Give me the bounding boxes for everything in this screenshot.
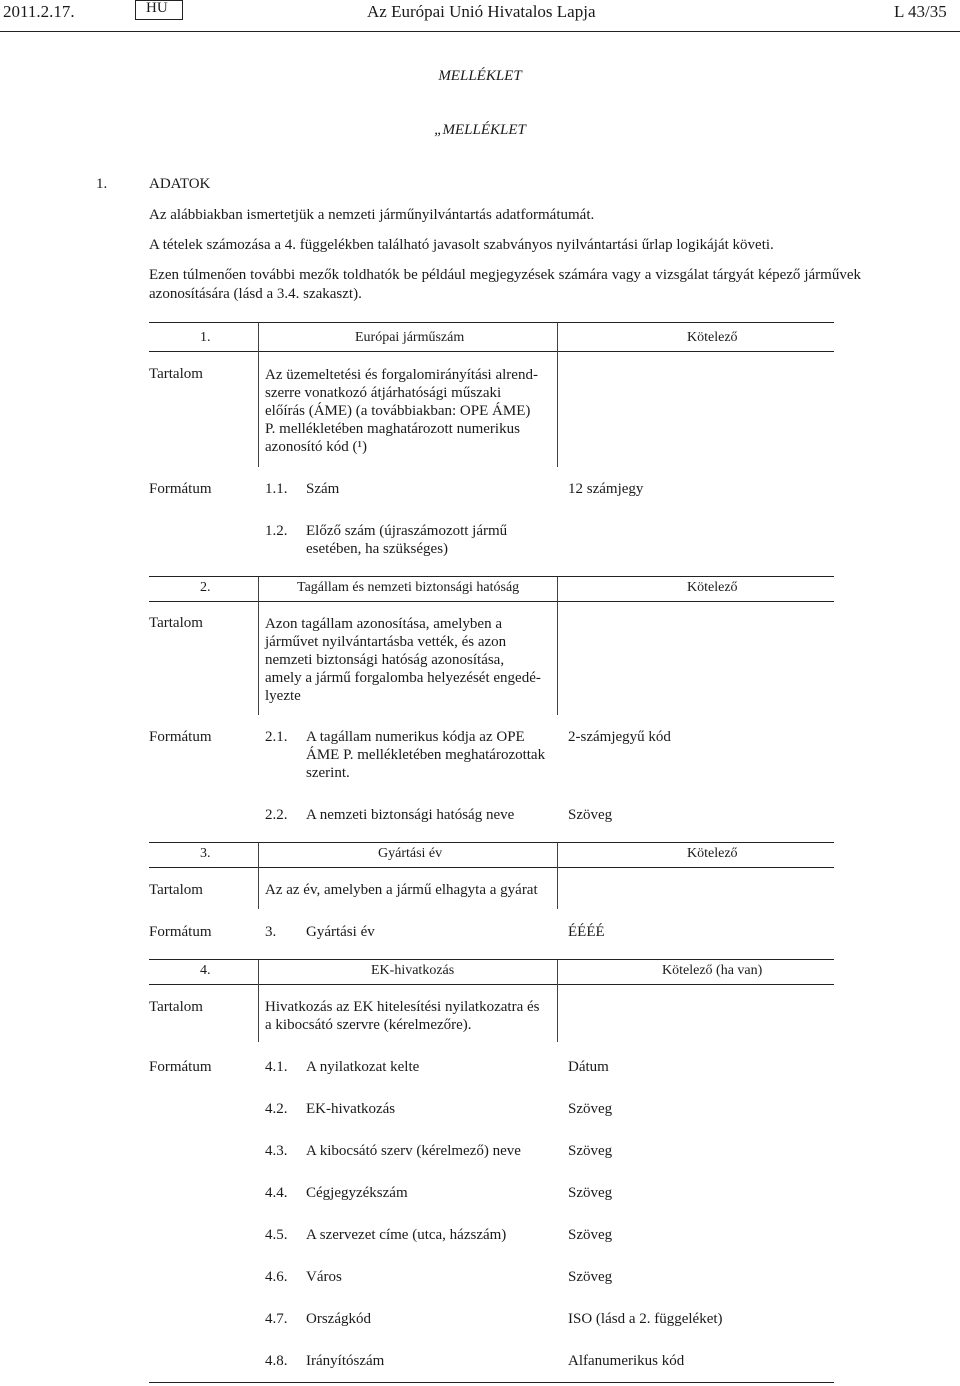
item-2-divider-right <box>557 577 558 715</box>
annex-title: MELLÉKLET <box>438 68 522 84</box>
item-4-6-number: 4.6. <box>265 1269 288 1285</box>
item-2-content-line-1: Azon tagállam azonosítása, amelyben a <box>265 616 502 632</box>
item-2-content-line-5: lyezte <box>265 688 301 704</box>
item-4-2-value: Szöveg <box>568 1101 613 1117</box>
section-title: ADATOK <box>149 176 211 192</box>
item-2-1-number: 2.1. <box>265 729 288 745</box>
item-2-1-label-line-2: ÁME P. mellékletében meghatározottak <box>306 747 546 763</box>
item-4-7-label: Országkód <box>306 1311 371 1327</box>
item-3-title: Gyártási év <box>378 846 443 861</box>
publication-date: 2011.2.17. <box>3 2 75 21</box>
item-1-divider-right <box>557 323 558 467</box>
item-4-8-label: Irányítószám <box>306 1353 385 1369</box>
item-3-format-label: Formátum <box>149 924 212 940</box>
item-4-6-label: Város <box>306 1269 342 1285</box>
item-4-4-number: 4.4. <box>265 1185 288 1201</box>
item-1-content-line-1: Az üzemeltetési és forgalomirányítási alrend- <box>265 367 538 383</box>
language-code: HU <box>146 0 168 16</box>
item-1-content-line-2: szerre vonatkozó átjárhatósági műszaki <box>265 385 502 401</box>
item-4-2-label: EK-hivatkozás <box>306 1101 396 1117</box>
section-number: 1. <box>96 176 108 192</box>
item-1-content-line-5: azonosító kód (¹) <box>265 439 367 455</box>
item-1-2-label-line-1: Előző szám (újraszámozott jármű <box>306 523 508 539</box>
item-4-5-label: A szervezet címe (utca, házszám) <box>306 1227 507 1243</box>
item-1-number: 1. <box>200 330 211 345</box>
item-3-requirement: Kötelező <box>687 846 738 861</box>
item-1-format-label: Formátum <box>149 481 212 497</box>
item-4-bottom-rule <box>149 1382 834 1383</box>
item-4-3-label: A kibocsátó szerv (kérelmező) neve <box>306 1143 521 1159</box>
item-1-divider-left <box>258 323 259 467</box>
item-3-1-number: 3. <box>265 924 277 940</box>
item-3-1-value: ÉÉÉÉ <box>568 924 605 940</box>
item-4-4-label: Cégjegyzékszám <box>306 1185 408 1201</box>
header-rule <box>0 31 960 32</box>
annex-subtitle: „MELLÉKLET <box>434 122 526 138</box>
item-4-2-number: 4.2. <box>265 1101 288 1117</box>
item-3-1-label: Gyártási év <box>306 924 375 940</box>
item-4-divider-right <box>557 960 558 1042</box>
item-2-1-label-line-3: szerint. <box>306 765 350 781</box>
item-4-1-value: Dátum <box>568 1059 609 1075</box>
item-4-3-value: Szöveg <box>568 1143 613 1159</box>
item-4-content-line-2: a kibocsátó szervre (kérelmezőre). <box>265 1017 472 1033</box>
item-4-top-rule <box>149 959 834 960</box>
item-4-7-number: 4.7. <box>265 1311 288 1327</box>
intro-paragraph-2: A tételek számozása a 4. függelékben található javasolt szabványos nyilvántartási űrlap logikáját követi. <box>149 237 774 253</box>
item-4-1-label: A nyilatkozat kelte <box>306 1059 420 1075</box>
item-4-number: 4. <box>200 963 211 978</box>
item-4-4-value: Szöveg <box>568 1185 613 1201</box>
item-4-format-label: Formátum <box>149 1059 212 1075</box>
item-1-title: Európai járműszám <box>355 330 465 345</box>
item-4-8-number: 4.8. <box>265 1353 288 1369</box>
item-3-number: 3. <box>200 846 211 861</box>
item-3-top-rule <box>149 842 834 843</box>
item-4-content-line-1: Hivatkozás az EK hitelesítési nyilatkozatra és <box>265 999 540 1015</box>
item-2-2-label: A nemzeti biztonsági hatóság neve <box>306 807 515 823</box>
intro-paragraph-3: Ezen túlmenően további mezők toldhatók be például megjegyzések számára vagy a vizsgálat tárgyát képező járművek azonosítására (lásd a 3.4. szakaszt). <box>149 267 861 302</box>
intro-paragraph-1: Az alábbiakban ismertetjük a nemzeti járműnyilvántartás adatformátumát. <box>149 207 595 223</box>
item-1-2-label-line-2: esetében, ha szükséges) <box>306 541 449 557</box>
item-1-content-label: Tartalom <box>149 366 203 382</box>
page-number: L 43/35 <box>894 2 947 21</box>
item-4-6-value: Szöveg <box>568 1269 613 1285</box>
item-4-7-value: ISO (lásd a 2. függeléket) <box>568 1311 723 1327</box>
item-1-content-line-4: P. mellékletében maghatározott numerikus <box>265 421 520 437</box>
item-3-divider-left <box>258 843 259 909</box>
language-badge <box>135 0 183 20</box>
item-2-2-number: 2.2. <box>265 807 288 823</box>
item-3-divider-right <box>557 843 558 909</box>
item-3-content-label: Tartalom <box>149 882 203 898</box>
item-1-1-number: 1.1. <box>265 481 288 497</box>
item-2-title: Tagállam és nemzeti biztonsági hatóság <box>297 580 520 595</box>
item-2-requirement: Kötelező <box>687 580 738 595</box>
item-1-header-rule <box>149 351 834 352</box>
item-2-2-value: Szöveg <box>568 807 613 823</box>
item-2-content-line-2: járművet nyilvántartásba vették, és azon <box>265 634 507 650</box>
item-2-divider-left <box>258 577 259 715</box>
item-1-2-number: 1.2. <box>265 523 288 539</box>
item-1-requirement: Kötelező <box>687 330 738 345</box>
item-4-content-label: Tartalom <box>149 999 203 1015</box>
item-2-top-rule <box>149 576 834 577</box>
item-2-format-label: Formátum <box>149 729 212 745</box>
item-1-1-value: 12 számjegy <box>568 481 644 497</box>
item-4-8-value: Alfanumerikus kód <box>568 1353 685 1369</box>
item-2-1-label-line-1: A tagállam numerikus kódja az OPE <box>306 729 525 745</box>
item-4-title: EK-hivatkozás <box>371 963 455 978</box>
item-1-top-rule <box>149 322 834 323</box>
item-1-1-label: Szám <box>306 481 340 497</box>
item-4-3-number: 4.3. <box>265 1143 288 1159</box>
item-4-5-value: Szöveg <box>568 1227 613 1243</box>
item-4-1-number: 4.1. <box>265 1059 288 1075</box>
item-2-content-line-4: amely a jármű forgalomba helyezését engedé- <box>265 670 541 686</box>
item-2-header-rule <box>149 601 834 602</box>
item-3-content-line-1: Az az év, amelyben a jármű elhagyta a gyárat <box>265 882 538 898</box>
item-2-content-line-3: nemzeti biztonsági hatóság azonosítása, <box>265 652 505 668</box>
item-2-number: 2. <box>200 580 211 595</box>
item-2-1-value: 2-számjegyű kód <box>568 729 671 745</box>
item-4-requirement: Kötelező (ha van) <box>662 963 763 978</box>
item-3-header-rule <box>149 867 834 868</box>
item-2-content-label: Tartalom <box>149 615 203 631</box>
item-4-divider-left <box>258 960 259 1042</box>
item-4-5-number: 4.5. <box>265 1227 288 1243</box>
item-1-content-line-3: előírás (ÁME) (a továbbiakban: OPE ÁME) <box>265 403 531 419</box>
journal-title: Az Európai Unió Hivatalos Lapja <box>367 2 596 21</box>
item-4-header-rule <box>149 984 834 985</box>
